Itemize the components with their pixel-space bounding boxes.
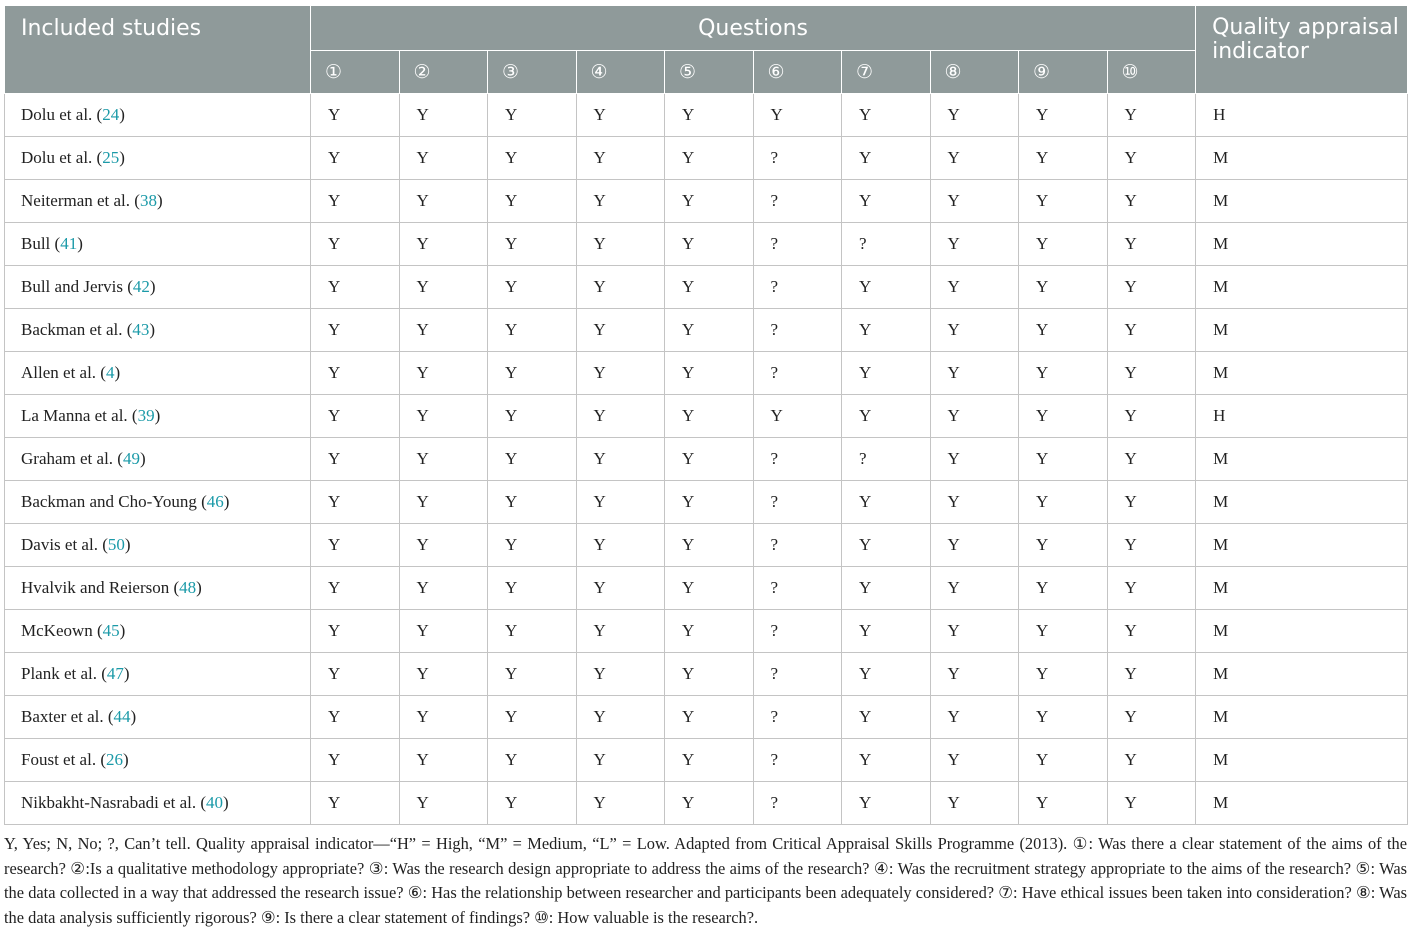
answer-cell: Y (842, 782, 931, 825)
answer-cell: Y (1107, 352, 1196, 395)
quality-cell: M (1196, 481, 1408, 524)
answer-cell: Y (488, 94, 577, 137)
answer-cell: Y (399, 782, 488, 825)
study-name: Nikbakht-Nasrabadi et al. ( (21, 793, 207, 812)
answer-cell: Y (1019, 180, 1108, 223)
answer-cell: Y (399, 94, 488, 137)
answer-cell: ? (842, 223, 931, 266)
answer-cell: Y (842, 567, 931, 610)
study-cell (5, 223, 311, 266)
answer-cell: Y (399, 739, 488, 782)
answer-cell: Y (1019, 739, 1108, 782)
answer-cell: ? (753, 180, 842, 223)
answer-cell: Y (930, 438, 1019, 481)
answer-cell: Y (311, 309, 400, 352)
answer-cell: Y (665, 481, 754, 524)
answer-cell: ? (753, 567, 842, 610)
header-quality-indicator: Quality appraisal indicator (1196, 6, 1408, 94)
answer-cell: Y (1019, 782, 1108, 825)
reference-link[interactable]: 50 (107, 535, 125, 554)
study-cell (5, 180, 311, 223)
answer-cell: Y (842, 266, 931, 309)
answer-cell: Y (665, 438, 754, 481)
answer-cell: Y (930, 94, 1019, 137)
reference-link[interactable]: 47 (106, 664, 124, 683)
quality-cell: H (1196, 395, 1408, 438)
study-name-close: ) (114, 363, 121, 382)
answer-cell: Y (399, 653, 488, 696)
quality-cell: M (1196, 223, 1408, 266)
study-cell (5, 309, 311, 352)
answer-cell: Y (576, 395, 665, 438)
study-cell (5, 567, 311, 610)
study-name-close: ) (77, 234, 83, 253)
study-name-close: ) (124, 535, 131, 554)
study-name-close: ) (119, 105, 125, 124)
answer-cell: ? (753, 309, 842, 352)
answer-cell: Y (488, 739, 577, 782)
answer-cell: Y (842, 696, 931, 739)
answer-cell: Y (1107, 610, 1196, 653)
reference-link[interactable]: 41 (60, 234, 78, 253)
reference-link[interactable]: 46 (206, 492, 224, 511)
answer-cell: Y (576, 782, 665, 825)
answer-cell: Y (930, 180, 1019, 223)
answer-cell: Y (576, 481, 665, 524)
answer-cell: Y (1107, 395, 1196, 438)
study-cell (5, 653, 311, 696)
reference-link[interactable]: 48 (179, 578, 197, 597)
answer-cell: Y (488, 653, 577, 696)
study-name: Backman et al. ( (21, 320, 133, 339)
answer-cell: Y (930, 653, 1019, 696)
study-name-close: ) (156, 191, 163, 210)
answer-cell: Y (665, 610, 754, 653)
answer-cell: Y (842, 137, 931, 180)
table-row (5, 696, 1408, 739)
answer-cell: Y (1019, 696, 1108, 739)
answer-cell: Y (399, 223, 488, 266)
answer-cell: Y (488, 309, 577, 352)
question-number-8: ⑧ (930, 51, 1019, 94)
answer-cell: Y (930, 352, 1019, 395)
answer-cell: Y (488, 481, 577, 524)
question-number-10: ⑩ (1107, 51, 1196, 94)
answer-cell: Y (399, 395, 488, 438)
question-number-6: ⑥ (753, 51, 842, 94)
answer-cell: Y (488, 524, 577, 567)
answer-cell: Y (488, 223, 577, 266)
answer-cell: Y (576, 739, 665, 782)
answer-cell: Y (665, 524, 754, 567)
header-included-studies: Included studies (5, 6, 311, 94)
table-row (5, 481, 1408, 524)
answer-cell: Y (311, 180, 400, 223)
reference-link[interactable]: 24 (102, 105, 120, 124)
quality-cell: M (1196, 739, 1408, 782)
answer-cell: Y (665, 309, 754, 352)
answer-cell: Y (842, 352, 931, 395)
study-cell (5, 395, 311, 438)
answer-cell: Y (488, 438, 577, 481)
answer-cell: Y (399, 696, 488, 739)
question-number-4: ④ (576, 51, 665, 94)
study-name: Hvalvik and Reierson ( (21, 578, 180, 597)
table-row (5, 739, 1408, 782)
study-name: Neiterman et al. ( (21, 191, 140, 210)
answer-cell: Y (311, 137, 400, 180)
study-name-close: ) (223, 492, 230, 511)
answer-cell: Y (930, 567, 1019, 610)
quality-cell: H (1196, 94, 1408, 137)
study-cell (5, 481, 311, 524)
quality-cell: M (1196, 653, 1408, 696)
quality-cell: M (1196, 610, 1408, 653)
answer-cell: Y (665, 395, 754, 438)
reference-link[interactable]: 25 (102, 148, 120, 167)
study-name: Backman and Cho-Young ( (21, 492, 207, 511)
answer-cell: ? (753, 739, 842, 782)
answer-cell: Y (753, 395, 842, 438)
answer-cell: ? (753, 352, 842, 395)
answer-cell: Y (753, 94, 842, 137)
quality-cell: M (1196, 567, 1408, 610)
study-name-close: ) (119, 148, 125, 167)
study-name: Allen et al. ( (21, 363, 106, 382)
answer-cell: Y (1107, 266, 1196, 309)
answer-cell: Y (842, 180, 931, 223)
quality-cell: M (1196, 782, 1408, 825)
study-name: Davis et al. ( (21, 535, 108, 554)
answer-cell: Y (665, 739, 754, 782)
answer-cell: Y (930, 739, 1019, 782)
study-cell (5, 524, 311, 567)
answer-cell: Y (311, 223, 400, 266)
answer-cell: Y (930, 266, 1019, 309)
answer-cell: Y (488, 782, 577, 825)
answer-cell: Y (930, 309, 1019, 352)
reference-link[interactable]: 45 (102, 621, 120, 640)
study-name: Bull and Jervis ( (21, 277, 133, 296)
answer-cell: ? (753, 137, 842, 180)
answer-cell: Y (1107, 180, 1196, 223)
answer-cell: Y (842, 524, 931, 567)
reference-link[interactable]: 44 (113, 707, 131, 726)
study-name-close: ) (139, 449, 146, 468)
answer-cell: ? (753, 696, 842, 739)
table-row (5, 309, 1408, 352)
answer-cell: ? (842, 438, 931, 481)
answer-cell: Y (576, 653, 665, 696)
table-row (5, 438, 1408, 481)
answer-cell: Y (399, 266, 488, 309)
answer-cell: ? (753, 524, 842, 567)
answer-cell: Y (842, 94, 931, 137)
study-name-close: ) (119, 621, 126, 640)
answer-cell: Y (1019, 94, 1108, 137)
answer-cell: Y (1107, 524, 1196, 567)
answer-cell: Y (576, 352, 665, 395)
answer-cell: Y (311, 438, 400, 481)
reference-link[interactable]: 43 (132, 320, 150, 339)
answer-cell: Y (311, 481, 400, 524)
question-number-2: ② (399, 51, 488, 94)
quality-cell: M (1196, 696, 1408, 739)
answer-cell: Y (665, 137, 754, 180)
reference-link[interactable]: 38 (139, 191, 157, 210)
answer-cell: Y (399, 137, 488, 180)
study-name-close: ) (123, 750, 129, 769)
answer-cell: Y (665, 94, 754, 137)
answer-cell: Y (311, 524, 400, 567)
answer-cell: ? (753, 438, 842, 481)
study-name: La Manna et al. ( (21, 406, 138, 425)
study-name-close: ) (149, 277, 156, 296)
answer-cell: Y (1019, 653, 1108, 696)
table-row (5, 524, 1408, 567)
answer-cell: Y (930, 223, 1019, 266)
answer-cell: Y (399, 481, 488, 524)
answer-cell: Y (399, 180, 488, 223)
study-cell (5, 438, 311, 481)
answer-cell: Y (488, 610, 577, 653)
answer-cell: ? (753, 782, 842, 825)
answer-cell: Y (1107, 567, 1196, 610)
answer-cell: Y (311, 352, 400, 395)
answer-cell: Y (576, 266, 665, 309)
answer-cell: ? (753, 481, 842, 524)
quality-cell: M (1196, 524, 1408, 567)
study-cell (5, 266, 311, 309)
table-row (5, 782, 1408, 825)
answer-cell: Y (930, 610, 1019, 653)
answer-cell: Y (311, 567, 400, 610)
answer-cell: Y (576, 567, 665, 610)
table-row (5, 137, 1408, 180)
header-row (5, 6, 1408, 51)
answer-cell: Y (1107, 782, 1196, 825)
answer-cell: Y (1019, 610, 1108, 653)
study-name: Baxter et al. ( (21, 707, 114, 726)
answer-cell: Y (842, 739, 931, 782)
answer-cell: Y (930, 524, 1019, 567)
table-row (5, 653, 1408, 696)
answer-cell: Y (576, 309, 665, 352)
question-number-3: ③ (488, 51, 577, 94)
study-name: Graham et al. ( (21, 449, 123, 468)
quality-cell: M (1196, 180, 1408, 223)
answer-cell: Y (1019, 438, 1108, 481)
reference-link[interactable]: 42 (132, 277, 150, 296)
answer-cell: Y (1019, 567, 1108, 610)
answer-cell: Y (1019, 524, 1108, 567)
answer-cell: Y (399, 524, 488, 567)
answer-cell: Y (665, 266, 754, 309)
table-footnote: Y, Yes; N, No; ?, Can’t tell. Quality appraisal indicator—“H” = High, “M” = Medium, “L” = Low. Adapted from Critical Appraisal Skills Programme (2013). ①: Was there a clear statement of the aims of the research? ②:Is a qualitative methodology appropriate? ③: Was the research design appropriate to address the aims of the research? ④: Was the recruitment strategy appropriate to the aims of the research? ⑤: Was the data collected in a way that addressed the research issue? ⑥: Has the relationship between researcher and participants been adequately considered? ⑦: Have ethical issues been taken into consideration? ⑧: Was the data analysis sufficiently rigorous? ⑨: Is there a clear statement of findings? ⑩: How valuable is the research?. (4, 834, 1407, 927)
answer-cell: Y (311, 653, 400, 696)
header-questions: Questions (311, 6, 1196, 51)
quality-cell: M (1196, 352, 1408, 395)
quality-cell: M (1196, 438, 1408, 481)
answer-cell: Y (576, 438, 665, 481)
answer-cell: Y (1107, 438, 1196, 481)
table-row (5, 180, 1408, 223)
study-cell (5, 352, 311, 395)
answer-cell: Y (1107, 137, 1196, 180)
answer-cell: Y (842, 653, 931, 696)
answer-cell: Y (488, 180, 577, 223)
reference-link[interactable]: 26 (106, 750, 123, 769)
answer-cell: ? (753, 223, 842, 266)
answer-cell: Y (576, 223, 665, 266)
answer-cell: Y (576, 137, 665, 180)
study-name-close: ) (149, 320, 156, 339)
answer-cell: Y (399, 610, 488, 653)
study-cell (5, 782, 311, 825)
study-cell (5, 94, 311, 137)
answer-cell: Y (576, 180, 665, 223)
study-name-close: ) (196, 578, 202, 597)
answer-cell: Y (842, 610, 931, 653)
study-name-close: ) (154, 406, 161, 425)
answer-cell: Y (576, 524, 665, 567)
answer-cell: Y (488, 352, 577, 395)
reference-link[interactable]: 40 (206, 793, 224, 812)
reference-link[interactable]: 49 (122, 449, 140, 468)
study-name: McKeown ( (21, 621, 103, 640)
answer-cell: Y (665, 696, 754, 739)
answer-cell: Y (1019, 309, 1108, 352)
answer-cell: Y (311, 610, 400, 653)
answer-cell: Y (930, 481, 1019, 524)
table-row (5, 94, 1408, 137)
answer-cell: Y (665, 653, 754, 696)
answer-cell: Y (488, 696, 577, 739)
reference-link[interactable]: 4 (105, 363, 115, 382)
answer-cell: Y (311, 395, 400, 438)
table-row (5, 567, 1408, 610)
table-row (5, 610, 1408, 653)
answer-cell: Y (665, 223, 754, 266)
answer-cell: Y (311, 266, 400, 309)
quality-appraisal-table (4, 5, 1408, 825)
answer-cell: ? (753, 653, 842, 696)
answer-cell: Y (399, 309, 488, 352)
study-name: Bull ( (21, 234, 61, 253)
answer-cell: Y (842, 309, 931, 352)
answer-cell: Y (1019, 395, 1108, 438)
answer-cell: Y (488, 567, 577, 610)
table-row (5, 352, 1408, 395)
answer-cell: Y (399, 438, 488, 481)
answer-cell: Y (665, 782, 754, 825)
study-cell (5, 696, 311, 739)
answer-cell: Y (665, 180, 754, 223)
study-name-close: ) (123, 664, 130, 683)
answer-cell: Y (1019, 137, 1108, 180)
study-name: Dolu et al. ( (21, 148, 103, 167)
quality-cell: M (1196, 137, 1408, 180)
question-number-5: ⑤ (665, 51, 754, 94)
answer-cell: Y (1019, 481, 1108, 524)
answer-cell: Y (311, 739, 400, 782)
answer-cell: Y (842, 395, 931, 438)
answer-cell: Y (576, 610, 665, 653)
answer-cell: Y (1107, 696, 1196, 739)
answer-cell: Y (1107, 94, 1196, 137)
table-row (5, 223, 1408, 266)
answer-cell: Y (1019, 223, 1108, 266)
answer-cell: Y (311, 94, 400, 137)
answer-cell: Y (311, 782, 400, 825)
study-cell (5, 739, 311, 782)
study-name-close: ) (223, 793, 229, 812)
answer-cell: Y (1107, 739, 1196, 782)
answer-cell: Y (1107, 481, 1196, 524)
answer-cell: Y (311, 696, 400, 739)
study-name: Dolu et al. ( (21, 105, 103, 124)
answer-cell: Y (399, 567, 488, 610)
answer-cell: Y (930, 696, 1019, 739)
answer-cell: Y (1107, 309, 1196, 352)
question-number-1: ① (311, 51, 400, 94)
study-cell (5, 137, 311, 180)
study-name: Foust et al. ( (21, 750, 106, 769)
answer-cell: ? (753, 266, 842, 309)
study-cell (5, 610, 311, 653)
answer-cell: Y (842, 481, 931, 524)
answer-cell: Y (665, 567, 754, 610)
quality-cell: M (1196, 266, 1408, 309)
table-row (5, 395, 1408, 438)
answer-cell: Y (1107, 653, 1196, 696)
answer-cell: Y (488, 395, 577, 438)
answer-cell: Y (576, 696, 665, 739)
answer-cell: Y (1019, 352, 1108, 395)
answer-cell: Y (399, 352, 488, 395)
answer-cell: Y (488, 137, 577, 180)
question-number-9: ⑨ (1019, 51, 1108, 94)
answer-cell: ? (753, 610, 842, 653)
study-name: Plank et al. ( (21, 664, 107, 683)
answer-cell: Y (488, 266, 577, 309)
answer-cell: Y (1107, 223, 1196, 266)
answer-cell: Y (665, 352, 754, 395)
reference-link[interactable]: 39 (137, 406, 155, 425)
answer-cell: Y (930, 782, 1019, 825)
table-row (5, 266, 1408, 309)
answer-cell: Y (1019, 266, 1108, 309)
quality-cell: M (1196, 309, 1408, 352)
answer-cell: Y (930, 395, 1019, 438)
answer-cell: Y (576, 94, 665, 137)
question-number-7: ⑦ (842, 51, 931, 94)
study-name-close: ) (130, 707, 137, 726)
answer-cell: Y (930, 137, 1019, 180)
